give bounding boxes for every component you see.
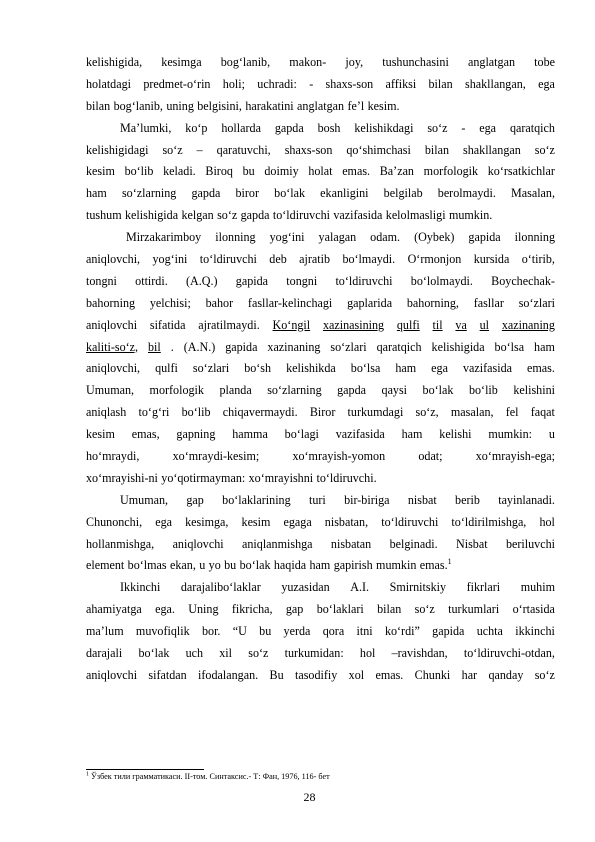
text-line bbox=[86, 512, 555, 534]
word: gapirish bbox=[333, 558, 373, 573]
word: joy, bbox=[345, 55, 364, 69]
word: so‘z bbox=[427, 120, 448, 135]
word: bo‘lmaydi. bbox=[342, 252, 396, 267]
text-line bbox=[86, 555, 555, 577]
word: qaratqich bbox=[509, 120, 555, 135]
word: qulfi bbox=[396, 317, 420, 332]
word: ko‘p bbox=[185, 120, 208, 135]
word: Biroq bbox=[205, 164, 233, 179]
word: ega bbox=[538, 76, 555, 91]
word: holi; bbox=[222, 76, 245, 91]
word: kelishigidagi bbox=[86, 142, 149, 157]
word: bo‘laklarining bbox=[222, 492, 291, 507]
text-line bbox=[86, 74, 555, 96]
word: – bbox=[196, 142, 203, 157]
word: kelgan bbox=[181, 208, 214, 223]
page-number: 28 bbox=[303, 790, 316, 804]
word: u bbox=[199, 558, 206, 573]
word: Ko‘ngil bbox=[272, 317, 311, 332]
word: morfologik bbox=[149, 383, 204, 398]
word: kelishini bbox=[513, 383, 555, 398]
word: bo‘lak bbox=[274, 186, 306, 201]
word: kesim bbox=[241, 514, 271, 529]
word: uning bbox=[166, 98, 194, 113]
word: predmet-o‘rin bbox=[143, 76, 211, 91]
text-line bbox=[86, 140, 555, 162]
word: yalagan bbox=[318, 230, 357, 245]
word: kesimga, bbox=[185, 514, 229, 529]
word: bahor bbox=[205, 295, 234, 310]
text-line bbox=[86, 315, 555, 337]
word: qulfi bbox=[155, 361, 178, 376]
text-line bbox=[86, 490, 555, 512]
word: gapida bbox=[225, 339, 258, 354]
word: shakllangan bbox=[463, 142, 521, 157]
word: ega bbox=[479, 120, 497, 135]
word: ekanligini bbox=[320, 186, 369, 201]
text-line bbox=[86, 446, 555, 468]
word: Bu bbox=[269, 667, 284, 682]
word: kelishigida bbox=[125, 208, 179, 223]
word: turkumlari bbox=[448, 602, 500, 617]
text-line bbox=[86, 337, 555, 359]
footnote bbox=[86, 772, 330, 781]
word: xazinaning bbox=[267, 339, 321, 354]
word: muhim bbox=[520, 580, 555, 595]
word: ifodalangan. bbox=[198, 667, 259, 682]
footnote-reference: 1 bbox=[447, 557, 452, 567]
word: kelishigida, bbox=[86, 55, 143, 69]
word: xol bbox=[348, 667, 365, 682]
word: bo‘lak bbox=[239, 558, 271, 573]
word: faqat bbox=[530, 405, 555, 420]
word: tushum bbox=[86, 208, 122, 223]
word: so‘zlari bbox=[192, 361, 230, 376]
word: nisbatan bbox=[330, 536, 372, 551]
word: odat; bbox=[418, 449, 443, 464]
word: bo‘lib bbox=[181, 405, 211, 420]
word: to‘ldiruvchi bbox=[381, 514, 439, 529]
word: tayinlanadi. bbox=[498, 492, 555, 507]
word: to‘ldiruvchi. bbox=[316, 470, 377, 485]
word: bo‘lib bbox=[468, 383, 498, 398]
word: kursida bbox=[473, 252, 510, 267]
word: ma’lum bbox=[86, 624, 124, 639]
word: emas. bbox=[527, 361, 555, 376]
text-line bbox=[86, 468, 555, 490]
word: berolmaydi. bbox=[437, 186, 496, 201]
word: (Oybek) bbox=[414, 230, 455, 245]
word: bir-biriga bbox=[344, 492, 390, 507]
word: tongni bbox=[86, 273, 117, 288]
word: shaxs-son bbox=[325, 76, 374, 91]
word: ahamiyatga bbox=[86, 602, 142, 617]
word: so‘zlari bbox=[330, 339, 367, 354]
word: bilan bbox=[86, 98, 111, 113]
word: qo‘shimchasi bbox=[346, 142, 411, 157]
word: aniqlovchi bbox=[86, 317, 138, 332]
word: emas, bbox=[131, 427, 160, 442]
word: hollarda bbox=[221, 120, 261, 135]
word: ko‘rsatkichlar bbox=[487, 164, 555, 179]
word: hamma bbox=[232, 427, 268, 442]
word: xo‘mrayishni bbox=[248, 470, 314, 485]
word: “U bbox=[232, 624, 247, 639]
word: ul bbox=[479, 317, 490, 332]
word: shakllangan, bbox=[464, 76, 526, 91]
word: beriluvchi bbox=[505, 536, 555, 551]
word: egaga bbox=[283, 514, 312, 529]
word: aniqlash bbox=[86, 405, 127, 420]
text-line bbox=[86, 665, 555, 687]
word: anglatgan bbox=[297, 98, 345, 113]
word: bog‘lanib, bbox=[113, 98, 163, 113]
word: Chunki bbox=[414, 667, 451, 682]
word: kesim. bbox=[367, 98, 400, 113]
word: Ma’lumki, bbox=[120, 120, 172, 135]
word: kesimga bbox=[161, 55, 202, 69]
text-line bbox=[86, 380, 555, 402]
word: uch bbox=[185, 646, 204, 661]
word: bo‘lak bbox=[138, 646, 170, 661]
word: morfologik bbox=[423, 164, 479, 179]
word: fikrlari bbox=[466, 580, 501, 595]
word: aniqlovchi, bbox=[86, 252, 141, 267]
text-line bbox=[86, 271, 555, 293]
footnote-mark: 1 bbox=[86, 771, 89, 778]
word: to‘ldiruvchi bbox=[272, 208, 330, 223]
text-line bbox=[86, 293, 555, 315]
word: bo‘lolmaydi. bbox=[410, 273, 473, 288]
text-line bbox=[86, 249, 555, 271]
text-line bbox=[86, 534, 555, 556]
word: kelishi bbox=[439, 427, 472, 442]
word: bo‘lsa bbox=[494, 339, 525, 354]
word: vazifasida bbox=[335, 427, 385, 442]
word: qora bbox=[322, 624, 345, 639]
word: bu bbox=[224, 558, 237, 573]
word: gapda bbox=[191, 186, 221, 201]
word: aniqlovchi, bbox=[86, 361, 141, 376]
word: itni bbox=[356, 624, 373, 639]
word: tushunchasini bbox=[382, 55, 449, 69]
text-line bbox=[86, 621, 555, 643]
word: Masalan, bbox=[511, 186, 555, 201]
document-body bbox=[86, 52, 555, 687]
word: hol bbox=[539, 514, 555, 529]
word: masalan, bbox=[450, 405, 494, 420]
word: darajali bbox=[86, 646, 123, 661]
word: gapida bbox=[468, 230, 501, 245]
word: ajratib bbox=[299, 252, 331, 267]
word: to‘ldiruvchi-otdan, bbox=[463, 646, 555, 661]
word: tasodifiy bbox=[294, 667, 338, 682]
word: ilonning bbox=[215, 230, 256, 245]
word: (A.N.) bbox=[183, 339, 216, 354]
word: gapda bbox=[240, 208, 270, 223]
word: bosh bbox=[317, 120, 341, 135]
word: –ravishdan, bbox=[391, 646, 448, 661]
word: bo‘lagi bbox=[284, 427, 319, 442]
word: gap bbox=[285, 602, 304, 617]
word: bor. bbox=[201, 624, 221, 639]
word: (A.Q.) bbox=[185, 273, 218, 288]
word: . bbox=[170, 339, 174, 354]
word: kelishikda bbox=[286, 361, 336, 376]
word: yo‘qotirmayman: bbox=[161, 470, 246, 485]
word: so‘z bbox=[217, 208, 238, 223]
word: bahorning, bbox=[406, 295, 459, 310]
word: har bbox=[461, 667, 478, 682]
text-line bbox=[86, 96, 555, 118]
word: emas. bbox=[342, 164, 371, 179]
word: bahorning bbox=[86, 295, 136, 310]
word: shaxs-son bbox=[284, 142, 333, 157]
word: gapda bbox=[337, 383, 367, 398]
word: va bbox=[455, 317, 467, 332]
word: ega. bbox=[155, 602, 175, 617]
word: hol bbox=[359, 646, 376, 661]
word: ajratilmaydi. bbox=[198, 317, 260, 332]
word: ham bbox=[534, 339, 555, 354]
word: ikkinchi bbox=[515, 624, 555, 639]
text-line bbox=[86, 424, 555, 446]
word: O‘rmonjon bbox=[407, 252, 462, 267]
word: yo bbox=[208, 558, 221, 573]
word: kelishikdagi bbox=[354, 120, 414, 135]
word: emas.$^1$ bbox=[419, 557, 452, 573]
word: yog‘ini bbox=[152, 252, 188, 267]
word: doimiy bbox=[264, 164, 299, 179]
word: Chunonchi, bbox=[86, 514, 143, 529]
word: odam. bbox=[370, 230, 401, 245]
word: bo‘sh bbox=[244, 361, 272, 376]
word: ega bbox=[155, 514, 172, 529]
text-line bbox=[86, 52, 555, 74]
word: to‘ldirilmishga, bbox=[451, 514, 527, 529]
word: so‘z bbox=[534, 142, 555, 157]
word: uchta bbox=[476, 624, 503, 639]
word: gapida bbox=[235, 273, 269, 288]
word: emas. bbox=[375, 667, 404, 682]
word: aniqlovchi bbox=[86, 667, 138, 682]
word: qanday bbox=[488, 667, 524, 682]
word: ottirdi. bbox=[135, 273, 168, 288]
word: bo‘lmas bbox=[127, 558, 167, 573]
word: to‘ldiruvchi bbox=[335, 273, 393, 288]
word: Boychechak- bbox=[491, 273, 555, 288]
word: Umuman, bbox=[86, 383, 135, 398]
footnote-divider bbox=[86, 769, 204, 770]
word: yuzasidan bbox=[281, 580, 330, 595]
footnote-text: Ўзбек тили грамматикаси. II-том. Синтаксис.- Т: Фан, 1976, 116- бет bbox=[89, 772, 330, 781]
word: ham bbox=[309, 558, 331, 573]
word: turkumidan: bbox=[284, 646, 344, 661]
word: u bbox=[548, 427, 555, 442]
word: bog‘lanib, bbox=[220, 55, 271, 69]
word: gapida bbox=[432, 624, 465, 639]
word: o‘rtasida bbox=[512, 602, 555, 617]
word: to‘g‘ri bbox=[138, 405, 170, 420]
word: Ba’zan bbox=[379, 164, 414, 179]
word: kesim bbox=[86, 164, 115, 179]
word: gapning bbox=[176, 427, 216, 442]
word: keladi. bbox=[163, 164, 196, 179]
word: bilan bbox=[377, 602, 402, 617]
word: so‘z, bbox=[415, 405, 439, 420]
word: haqida bbox=[273, 558, 307, 573]
word: element bbox=[86, 558, 125, 573]
word: darajalibo‘laklar bbox=[180, 580, 261, 595]
word: tobe bbox=[534, 55, 555, 69]
word: fasllar-kelinchagi bbox=[247, 295, 333, 310]
word: A.I. bbox=[350, 580, 370, 595]
word: Mirzakarimboy bbox=[126, 230, 202, 245]
word: holat bbox=[308, 164, 333, 179]
word: qaysi bbox=[381, 383, 408, 398]
word: Ikkinchi bbox=[120, 580, 161, 595]
word: aniqlanmishga bbox=[242, 536, 313, 551]
text-line bbox=[86, 161, 555, 183]
word: belgilab bbox=[383, 186, 423, 201]
word: muvofiqlik bbox=[135, 624, 190, 639]
text-line bbox=[86, 205, 555, 227]
word: Smirnitskiy bbox=[389, 580, 447, 595]
word: ham bbox=[86, 186, 107, 201]
word: ko‘rdi” bbox=[384, 624, 420, 639]
word: xo‘mrayish-yomon bbox=[292, 449, 386, 464]
word: so‘z bbox=[248, 646, 269, 661]
word: so‘zlari bbox=[518, 295, 555, 310]
text-line bbox=[86, 227, 555, 249]
word: bo‘laklari bbox=[316, 602, 364, 617]
word: vazifasida bbox=[462, 361, 512, 376]
word: so‘z bbox=[414, 602, 435, 617]
word: - bbox=[461, 120, 466, 135]
word: anglatgan bbox=[467, 55, 515, 69]
word: xazinaning bbox=[501, 317, 555, 332]
word: xo‘mrayishi-ni bbox=[86, 470, 158, 485]
word: belginadi. bbox=[389, 536, 438, 551]
word: biror bbox=[235, 186, 260, 201]
word: planda bbox=[219, 383, 252, 398]
word: Uning bbox=[188, 602, 219, 617]
word: yerda bbox=[283, 624, 311, 639]
word: bilan bbox=[428, 76, 453, 91]
word: tongni bbox=[286, 273, 318, 288]
word: sifatdan bbox=[148, 667, 187, 682]
word: ham bbox=[401, 427, 423, 442]
text-line bbox=[86, 599, 555, 621]
word: belgisini, bbox=[197, 98, 242, 113]
word: kesim bbox=[86, 427, 115, 442]
word: kaliti-so‘z, bbox=[86, 339, 139, 354]
word: kelishigida bbox=[431, 339, 485, 354]
word: mumkin: bbox=[488, 427, 533, 442]
word: xo‘mraydi-kesim; bbox=[172, 449, 260, 464]
word: bo‘lib bbox=[124, 164, 154, 179]
text-line bbox=[86, 183, 555, 205]
text-line bbox=[86, 402, 555, 424]
text-line bbox=[86, 118, 555, 140]
text-line bbox=[86, 358, 555, 380]
word: uchradi: bbox=[257, 76, 297, 91]
word: ega bbox=[431, 361, 448, 376]
word: turi bbox=[308, 492, 326, 507]
word: nisbatan, bbox=[324, 514, 369, 529]
word: o‘tirib, bbox=[521, 252, 555, 267]
word: fikricha, bbox=[231, 602, 273, 617]
word: so‘zlarning bbox=[267, 383, 322, 398]
word: bu bbox=[242, 164, 255, 179]
word: nisbat bbox=[407, 492, 437, 507]
word: til bbox=[432, 317, 443, 332]
word: berib bbox=[455, 492, 480, 507]
word: qaratqich bbox=[376, 339, 422, 354]
word: vazifasida bbox=[333, 208, 383, 223]
word: xil bbox=[219, 646, 233, 661]
word: chiqavermaydi. bbox=[222, 405, 298, 420]
word: Nisbat bbox=[456, 536, 488, 551]
word: yelchisi; bbox=[149, 295, 191, 310]
text-line bbox=[86, 577, 555, 599]
word: turkumdagi bbox=[347, 405, 404, 420]
word: gaplarida bbox=[347, 295, 393, 310]
word: bo‘lsa bbox=[350, 361, 381, 376]
word: fe’l bbox=[347, 98, 365, 113]
word: mumkin bbox=[376, 558, 417, 573]
word: bilan bbox=[424, 142, 450, 157]
word: kelolmasligi bbox=[385, 208, 446, 223]
word: so‘z bbox=[534, 667, 555, 682]
text-line bbox=[86, 643, 555, 665]
word: bu bbox=[259, 624, 272, 639]
word: bil bbox=[148, 339, 161, 354]
word: harakatini bbox=[245, 98, 294, 113]
word: so‘z bbox=[162, 142, 183, 157]
word: hollanmishga, bbox=[86, 536, 155, 551]
word: qaratuvchi, bbox=[216, 142, 271, 157]
word: Biror bbox=[309, 405, 336, 420]
word: - bbox=[309, 76, 314, 91]
word: affiksi bbox=[385, 76, 417, 91]
word: mumkin. bbox=[448, 208, 493, 223]
word: bo‘lak bbox=[422, 383, 454, 398]
word: holatdagi bbox=[86, 76, 132, 91]
word: makon- bbox=[289, 55, 327, 69]
word: ekan, bbox=[170, 558, 196, 573]
word: ham bbox=[395, 361, 417, 376]
word: gap bbox=[186, 492, 204, 507]
word: xazinasining bbox=[322, 317, 385, 332]
word: fel bbox=[505, 405, 519, 420]
word: sifatida bbox=[149, 317, 186, 332]
word: deb bbox=[269, 252, 287, 267]
word: Umuman, bbox=[120, 492, 169, 507]
word: xo‘mrayish-ega; bbox=[475, 449, 555, 464]
word: yog‘ini bbox=[269, 230, 305, 245]
word: to‘ldiruvchi bbox=[199, 252, 257, 267]
word: ho‘mraydi, bbox=[86, 449, 140, 464]
word: gapda bbox=[274, 120, 304, 135]
word: aniqlovchi bbox=[172, 536, 224, 551]
word: ilonning bbox=[514, 230, 555, 245]
word: fasllar bbox=[473, 295, 504, 310]
word: so‘zlarning bbox=[121, 186, 177, 201]
